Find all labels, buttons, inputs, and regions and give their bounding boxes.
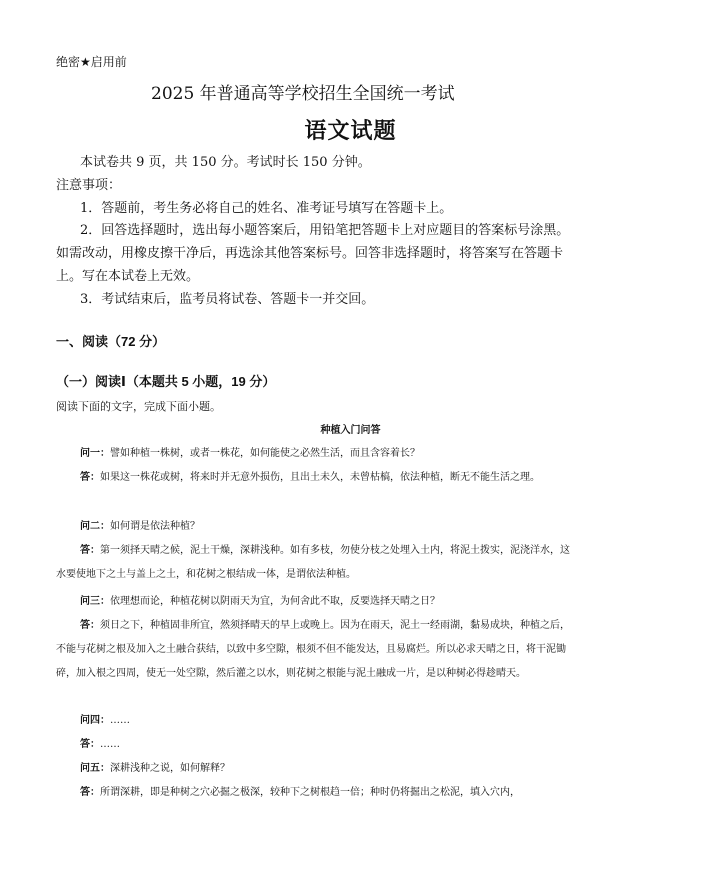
- answer-3: [56, 614, 574, 686]
- note-item-1: 1．答题前，考生务必将自己的姓名、准考证号填写在答题卡上。: [80, 201, 453, 216]
- reading-instruction: 阅读下面的文字，完成下面小题。: [56, 400, 221, 413]
- note-item-3: 3．考试结束后，监考员将试卷、答题卡一并交回。: [80, 292, 375, 307]
- qa-label: 问二：: [80, 521, 110, 532]
- qa-text: ……: [100, 739, 120, 750]
- subject-title: 语文试题: [304, 118, 397, 144]
- note-item-2: 2．回答选择题时，选出每小题答案后，用铅笔把答题卡上对应题目的答案标号涂黑。如需改动，用橡皮擦干净后，再选涂其他答案标号。回答非选择题时，将答案写在答题卡上。写在本试卷上无效。: [56, 223, 570, 284]
- exam-title: 2025 年普通高等学校招生全国统一考试: [151, 84, 455, 104]
- qa-label: 答：: [80, 787, 100, 798]
- question-4: [56, 709, 574, 733]
- qa-label: 答：: [80, 739, 100, 750]
- question-2: [56, 515, 574, 539]
- article-title: 种植入门问答: [320, 425, 381, 436]
- qa-text: 如果这一株花或树，将来时并无意外损伤，且出土未久，未曾枯槁，依法种植，断无不能生活之理。: [100, 472, 540, 483]
- question-3: [56, 590, 574, 614]
- qa-text: ……: [110, 715, 130, 726]
- answer-5: [56, 781, 574, 805]
- answer-1: [56, 466, 574, 490]
- answer-4: [56, 733, 574, 757]
- part-heading: 一、阅读（72 分）: [56, 334, 166, 349]
- qa-text: 第一须择天晴之候，泥土干燥，深耕浅种。如有多枝，勿使分枝之处埋入土内，将泥土拨实，泥浇洋水，这水要使地下之土与盖上之土，和花树之根结成一体，是谓依法种植。: [56, 545, 570, 580]
- notes-heading: 注意事项：: [56, 178, 122, 193]
- qa-label: 问三：: [80, 596, 110, 607]
- answer-2: [56, 539, 574, 587]
- qa-text: 所谓深耕，即是种树之穴必掘之极深，较种下之树根趋一倍；种时仍将掘出之松泥，填入穴内，: [100, 787, 520, 798]
- confidential-label: 绝密★启用前: [56, 55, 127, 69]
- question-1: [56, 442, 574, 466]
- qa-label: 问四：: [80, 715, 110, 726]
- qa-text: 依理想而论，种植花树以阴雨天为宜，为何舍此不取，反要选择天晴之日？: [110, 596, 440, 607]
- qa-text: 譬如种植一株树，或者一株花，如何能使之必然生活，而且含容着长？: [110, 448, 420, 459]
- qa-text: 深耕浅种之说，如何解释？: [110, 763, 230, 774]
- section-heading: （一）阅读Ⅰ（本题共 5 小题，19 分）: [56, 374, 276, 389]
- qa-label: 问一：: [80, 448, 110, 459]
- qa-text: 如何谓是依法种植？: [110, 521, 200, 532]
- qa-label: 答：: [80, 472, 100, 483]
- exam-intro: 本试卷共 9 页，共 150 分。考试时长 150 分钟。: [80, 155, 371, 170]
- question-5: [56, 757, 574, 781]
- qa-label: 答：: [80, 545, 100, 556]
- qa-text: 须日之下，种植固非所宜，然须择晴天的早上或晚上。因为在雨天，泥土一经雨湖，黏易成块，种植之后，不能与花树之根及加入之土融合获结，以致中多空隙，根须不但不能发达，且易腐烂。所以必求天晴之日，将干泥锄碎，加入根之四周，使无一处空隙，然后灌之以水，则花树之根能与泥土融成一片，是以种树必得趁晴天。: [56, 620, 570, 679]
- qa-label: 答：: [80, 620, 100, 631]
- qa-label: 问五：: [80, 763, 110, 774]
